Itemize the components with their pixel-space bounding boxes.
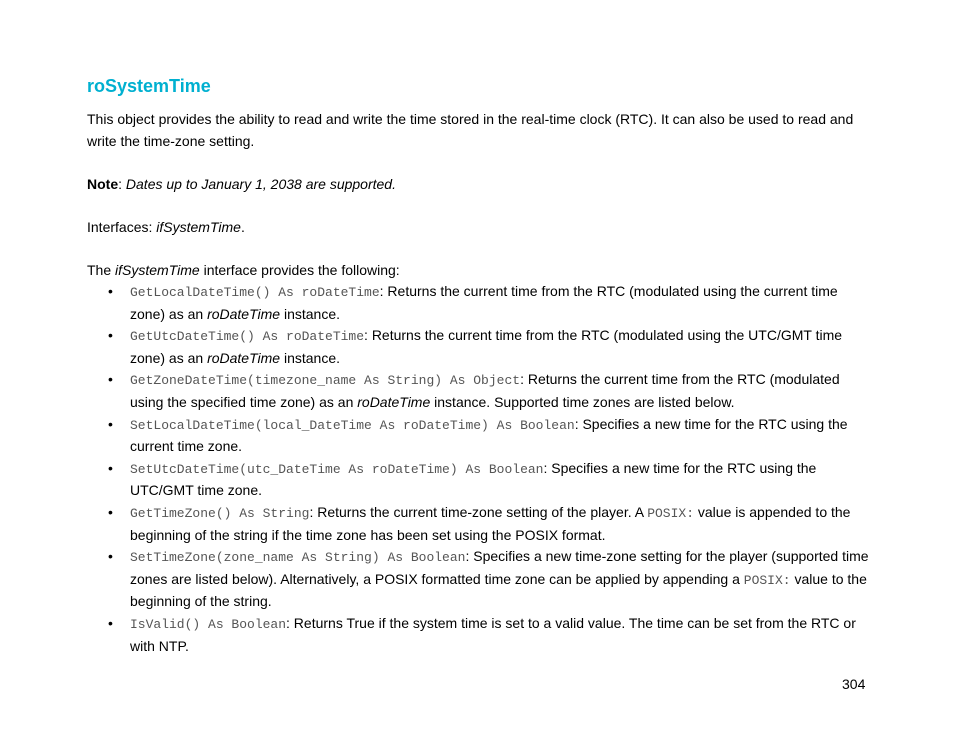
lead-paragraph bbox=[87, 259, 862, 281]
method-signature: SetTimeZone(zone_name As String) As Boolean bbox=[130, 550, 466, 566]
bullet-glyph: • bbox=[108, 459, 113, 476]
method-description: : Returns the current time from the RTC (modulated using the specified time zone) as an bbox=[130, 371, 840, 410]
note-label: Note bbox=[87, 176, 119, 192]
method-description: : Returns the current time from the RTC (modulated using the current time zone) as an bbox=[130, 283, 838, 322]
bullet-glyph: • bbox=[108, 614, 113, 631]
method-type-em: roDateTime bbox=[357, 393, 431, 410]
method-description-end: instance. bbox=[280, 305, 341, 322]
intro-paragraph: This object provides the ability to read and write the time stored in the real-time clock (RTC). It can also be used to read and write the time-zone setting. bbox=[87, 111, 854, 149]
bullet-glyph: • bbox=[108, 548, 113, 565]
method-description: : Specifies a new time for the RTC using the current time zone. bbox=[130, 415, 848, 455]
method-description: : Returns True if the system time is set to a valid value. The time can be set from the RTC or with NTP. bbox=[130, 614, 856, 654]
section-heading: roSystemTime bbox=[87, 76, 211, 96]
method-signature: GetTimeZone() As String bbox=[130, 505, 310, 521]
method-description-end: instance. bbox=[280, 349, 341, 366]
note-text: Dates up to January 1, 2038 are supported. bbox=[125, 176, 396, 192]
method-description: : Specifies a new time for the RTC using the UTC/GMT time zone. bbox=[130, 459, 817, 499]
method-type-em: roDateTime bbox=[207, 349, 281, 366]
method-description-end: value to the beginning of the string. bbox=[130, 570, 867, 610]
bullet-glyph: • bbox=[108, 415, 113, 432]
method-signature: GetLocalDateTime() As roDateTime bbox=[130, 285, 380, 300]
method-description: : Returns the current time-zone setting of the player. A bbox=[309, 503, 648, 520]
interface-name: ifSystemTime bbox=[156, 219, 241, 235]
method-signature: GetZoneDateTime(timezone_name As String) As Object bbox=[130, 373, 521, 389]
interfaces-end: . bbox=[240, 219, 245, 235]
method-description-end: value is appended to the beginning of the string if the time zone has been set using the POSIX format. bbox=[130, 503, 851, 543]
interfaces-paragraph bbox=[87, 216, 862, 238]
lead-post: interface provides the following: bbox=[199, 262, 400, 278]
method-signature: SetUtcDateTime(utc_DateTime As roDateTime) As Boolean bbox=[130, 461, 544, 477]
method-signature: GetUtcDateTime() As roDateTime bbox=[130, 329, 365, 345]
list-item bbox=[87, 546, 872, 613]
note-separator: : bbox=[118, 176, 126, 192]
method-signature: SetLocalDateTime(local_DateTime As roDateTime) As Boolean bbox=[130, 417, 575, 433]
bullet-glyph: • bbox=[108, 503, 113, 520]
list-item bbox=[87, 458, 872, 502]
list-item bbox=[87, 502, 872, 546]
list-item bbox=[87, 613, 872, 657]
method-description-end: instance. Supported time zones are listed below. bbox=[430, 393, 735, 410]
lead-interface-name: ifSystemTime bbox=[115, 262, 200, 278]
note-paragraph bbox=[87, 173, 862, 195]
list-item bbox=[87, 369, 872, 413]
method-type-em: roDateTime bbox=[207, 305, 281, 322]
bullet-glyph: • bbox=[108, 327, 113, 344]
posix-code: POSIX: bbox=[743, 572, 791, 588]
bullet-glyph: • bbox=[108, 283, 113, 299]
method-description: : Specifies a new time-zone setting for the player (supported time zones are listed below). Alternatively, a POSIX formatted time zone can be applied by appending a bbox=[130, 548, 869, 587]
list-item bbox=[87, 414, 872, 458]
list-item bbox=[87, 281, 872, 325]
page-number: 304 bbox=[842, 676, 866, 692]
method-description: : Returns the current time from the RTC (modulated using the UTC/GMT time zone) as an bbox=[130, 327, 843, 366]
bullet-glyph: • bbox=[108, 371, 113, 388]
list-item bbox=[87, 325, 872, 369]
posix-code: POSIX: bbox=[647, 505, 694, 521]
interfaces-label: Interfaces: bbox=[87, 219, 157, 235]
method-list bbox=[87, 281, 872, 657]
method-signature: IsValid() As Boolean bbox=[130, 616, 287, 632]
lead-pre: The bbox=[87, 262, 116, 278]
